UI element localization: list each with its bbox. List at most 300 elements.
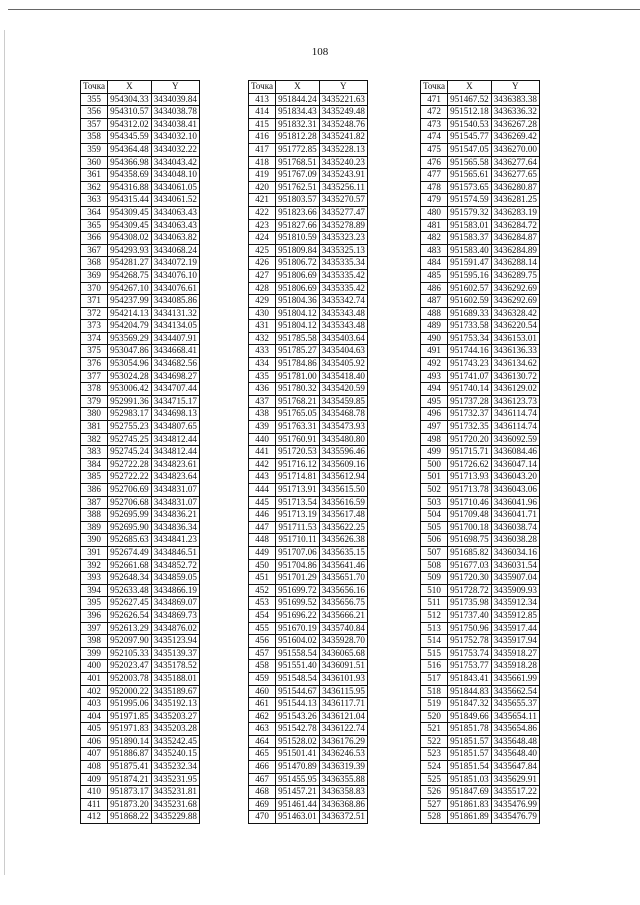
x-coordinate: 951714.81: [276, 471, 320, 484]
x-coordinate: 951558.54: [276, 647, 320, 660]
y-coordinate: 3436122.74: [319, 723, 367, 736]
point-number: 506: [421, 534, 448, 547]
y-coordinate: 3435342.74: [319, 295, 367, 308]
point-number: 477: [421, 169, 448, 182]
x-coordinate: 951670.19: [276, 622, 320, 635]
y-coordinate: 3435629.91: [491, 773, 539, 786]
y-coordinate: 3435907.04: [491, 572, 539, 585]
x-coordinate: 951804.12: [276, 307, 320, 320]
y-coordinate: 3434866.19: [151, 584, 199, 597]
table-row: [249, 773, 368, 786]
y-coordinate: 3436383.38: [491, 93, 539, 106]
table-row: [81, 93, 200, 106]
table-row: [249, 408, 368, 421]
y-coordinate: 3436292.69: [491, 282, 539, 295]
x-coordinate: 951827.66: [276, 219, 320, 232]
x-coordinate: 953569.29: [108, 332, 152, 345]
table-row: [249, 169, 368, 182]
x-coordinate: 951574.59: [448, 194, 492, 207]
header-y: Y: [151, 81, 199, 94]
x-coordinate: 951700.18: [448, 521, 492, 534]
x-coordinate: 951545.77: [448, 131, 492, 144]
table-row: [81, 761, 200, 774]
point-number: 496: [421, 408, 448, 421]
table-row: [421, 521, 540, 534]
x-coordinate: 951728.72: [448, 584, 492, 597]
table-header-row: [81, 81, 200, 94]
table-row: [249, 232, 368, 245]
table-row: [81, 106, 200, 119]
y-coordinate: 3436284.87: [491, 232, 539, 245]
x-coordinate: 951784.86: [276, 358, 320, 371]
y-coordinate: 3434131.32: [151, 307, 199, 320]
x-coordinate: 951804.36: [276, 295, 320, 308]
y-coordinate: 3434038.78: [151, 106, 199, 119]
y-coordinate: 3435635.15: [319, 546, 367, 559]
x-coordinate: 951512.18: [448, 106, 492, 119]
table-row: [81, 421, 200, 434]
point-number: 527: [421, 798, 448, 811]
table-row: [81, 433, 200, 446]
x-coordinate: 952105.33: [108, 647, 152, 660]
point-number: 520: [421, 710, 448, 723]
point-number: 473: [421, 118, 448, 131]
y-coordinate: 3436292.69: [491, 295, 539, 308]
x-coordinate: 951847.32: [448, 698, 492, 711]
x-coordinate: 951765.05: [276, 408, 320, 421]
y-coordinate: 3435912.85: [491, 609, 539, 622]
table-row: [81, 735, 200, 748]
point-number: 443: [249, 471, 276, 484]
table-row: [249, 534, 368, 547]
y-coordinate: 3435343.48: [319, 307, 367, 320]
point-number: 487: [421, 295, 448, 308]
point-number: 403: [81, 698, 108, 711]
x-coordinate: 952648.34: [108, 572, 152, 585]
table-row: [421, 798, 540, 811]
x-coordinate: 952755.23: [108, 421, 152, 434]
y-coordinate: 3434846.51: [151, 546, 199, 559]
table-row: [81, 660, 200, 673]
table-row: [421, 534, 540, 547]
y-coordinate: 3435480.80: [319, 433, 367, 446]
x-coordinate: 951713.78: [448, 484, 492, 497]
point-number: 379: [81, 395, 108, 408]
table-row: [81, 647, 200, 660]
x-coordinate: 951810.59: [276, 232, 320, 245]
point-number: 357: [81, 118, 108, 131]
table-row: [81, 584, 200, 597]
point-number: 416: [249, 131, 276, 144]
table-row: [249, 521, 368, 534]
x-coordinate: 951735.98: [448, 597, 492, 610]
y-coordinate: 3436246.53: [319, 748, 367, 761]
y-coordinate: 3435459.85: [319, 395, 367, 408]
x-coordinate: 951781.00: [276, 370, 320, 383]
y-coordinate: 3436121.04: [319, 710, 367, 723]
point-number: 481: [421, 219, 448, 232]
x-coordinate: 951565.58: [448, 156, 492, 169]
point-number: 513: [421, 622, 448, 635]
x-coordinate: 951583.40: [448, 244, 492, 257]
y-coordinate: 3435335.42: [319, 269, 367, 282]
x-coordinate: 951543.26: [276, 710, 320, 723]
x-coordinate: 954366.98: [108, 156, 152, 169]
table-row: [249, 647, 368, 660]
table-row: [81, 534, 200, 547]
table-row: [249, 219, 368, 232]
x-coordinate: 951713.19: [276, 509, 320, 522]
x-coordinate: 954309.45: [108, 219, 152, 232]
y-coordinate: 3436288.14: [491, 257, 539, 270]
y-coordinate: 3436283.19: [491, 206, 539, 219]
point-number: 467: [249, 773, 276, 786]
table-row: [81, 395, 200, 408]
x-coordinate: 952722.28: [108, 458, 152, 471]
y-coordinate: 3436091.51: [319, 660, 367, 673]
x-coordinate: 951716.12: [276, 458, 320, 471]
table-row: [421, 156, 540, 169]
y-coordinate: 3436284.89: [491, 244, 539, 257]
x-coordinate: 952023.47: [108, 660, 152, 673]
table-row: [81, 206, 200, 219]
y-coordinate: 3434032.10: [151, 131, 199, 144]
y-coordinate: 3435647.84: [491, 761, 539, 774]
table-row: [249, 93, 368, 106]
table-row: [249, 206, 368, 219]
x-coordinate: 954364.48: [108, 143, 152, 156]
table-row: [249, 257, 368, 270]
y-coordinate: 3435476.79: [491, 811, 539, 824]
x-coordinate: 954214.13: [108, 307, 152, 320]
y-coordinate: 3436043.20: [491, 471, 539, 484]
y-coordinate: 3436114.74: [491, 421, 539, 434]
x-coordinate: 951806.69: [276, 282, 320, 295]
point-number: 451: [249, 572, 276, 585]
point-number: 398: [81, 635, 108, 648]
y-coordinate: 3436319.39: [319, 761, 367, 774]
point-number: 470: [249, 811, 276, 824]
point-number: 498: [421, 433, 448, 446]
x-coordinate: 951753.74: [448, 647, 492, 660]
point-number: 363: [81, 194, 108, 207]
table-row: [81, 219, 200, 232]
table-row: [81, 484, 200, 497]
table-row: [421, 194, 540, 207]
table-row: [421, 257, 540, 270]
y-coordinate: 3435918.28: [491, 660, 539, 673]
header-y: Y: [491, 81, 539, 94]
y-coordinate: 3435655.37: [491, 698, 539, 711]
y-coordinate: 3435928.70: [319, 635, 367, 648]
table-row: [421, 307, 540, 320]
point-number: 439: [249, 421, 276, 434]
x-coordinate: 951732.35: [448, 421, 492, 434]
table-row: [249, 269, 368, 282]
y-coordinate: 3435188.01: [151, 672, 199, 685]
point-number: 493: [421, 370, 448, 383]
point-number: 427: [249, 269, 276, 282]
y-coordinate: 3435656.16: [319, 584, 367, 597]
table-row: [81, 370, 200, 383]
x-coordinate: 954204.79: [108, 320, 152, 333]
point-number: 429: [249, 295, 276, 308]
table-row: [81, 685, 200, 698]
x-coordinate: 951704.86: [276, 559, 320, 572]
y-coordinate: 3435248.76: [319, 118, 367, 131]
table-row: [249, 282, 368, 295]
y-coordinate: 3434063.82: [151, 232, 199, 245]
point-number: 515: [421, 647, 448, 660]
y-coordinate: 3434852.72: [151, 559, 199, 572]
x-coordinate: 951720.30: [448, 572, 492, 585]
point-number: 471: [421, 93, 448, 106]
table-row: [81, 635, 200, 648]
point-number: 399: [81, 647, 108, 660]
table-row: [81, 332, 200, 345]
table-row: [249, 332, 368, 345]
point-number: 501: [421, 471, 448, 484]
point-number: 476: [421, 156, 448, 169]
x-coordinate: 951832.31: [276, 118, 320, 131]
point-number: 360: [81, 156, 108, 169]
y-coordinate: 3435476.99: [491, 798, 539, 811]
table-row: [421, 471, 540, 484]
x-coordinate: 951737.28: [448, 395, 492, 408]
y-coordinate: 3435917.44: [491, 622, 539, 635]
y-coordinate: 3434068.24: [151, 244, 199, 257]
table-row: [421, 169, 540, 182]
x-coordinate: 951455.95: [276, 773, 320, 786]
table-row: [81, 169, 200, 182]
table-row: [81, 295, 200, 308]
y-coordinate: 3435123.94: [151, 635, 199, 648]
x-coordinate: 952745.24: [108, 446, 152, 459]
table-row: [249, 433, 368, 446]
point-number: 380: [81, 408, 108, 421]
y-coordinate: 3435405.92: [319, 358, 367, 371]
x-coordinate: 951542.78: [276, 723, 320, 736]
table-row: [421, 584, 540, 597]
table-row: [249, 798, 368, 811]
table-row: [249, 156, 368, 169]
x-coordinate: 951873.17: [108, 786, 152, 799]
x-coordinate: 951457.21: [276, 786, 320, 799]
point-number: 419: [249, 169, 276, 182]
table-row: [421, 244, 540, 257]
x-coordinate: 954308.02: [108, 232, 152, 245]
table-row: [249, 723, 368, 736]
table-row: [81, 320, 200, 333]
table-row: [249, 609, 368, 622]
point-number: 528: [421, 811, 448, 824]
point-number: 448: [249, 534, 276, 547]
x-coordinate: 951844.24: [276, 93, 320, 106]
y-coordinate: 3434836.21: [151, 509, 199, 522]
table-row: [249, 143, 368, 156]
x-coordinate: 951868.22: [108, 811, 152, 824]
x-coordinate: 951834.43: [276, 106, 320, 119]
table-row: [81, 672, 200, 685]
y-coordinate: 3435232.34: [151, 761, 199, 774]
x-coordinate: 952983.17: [108, 408, 152, 421]
y-coordinate: 3434407.91: [151, 332, 199, 345]
table-row: [81, 559, 200, 572]
table-row: [421, 622, 540, 635]
point-number: 413: [249, 93, 276, 106]
x-coordinate: 951804.12: [276, 320, 320, 333]
x-coordinate: 951785.27: [276, 345, 320, 358]
x-coordinate: 954267.10: [108, 282, 152, 295]
table-row: [81, 118, 200, 131]
table-row: [81, 307, 200, 320]
table-row: [249, 559, 368, 572]
table-row: [421, 433, 540, 446]
point-number: 420: [249, 181, 276, 194]
x-coordinate: 951711.53: [276, 521, 320, 534]
x-coordinate: 951709.48: [448, 509, 492, 522]
point-number: 393: [81, 572, 108, 585]
point-number: 425: [249, 244, 276, 257]
table-row: [249, 685, 368, 698]
point-number: 423: [249, 219, 276, 232]
y-coordinate: 3436041.71: [491, 509, 539, 522]
table-row: [421, 345, 540, 358]
table-row: [249, 307, 368, 320]
x-coordinate: 951715.71: [448, 446, 492, 459]
point-number: 385: [81, 471, 108, 484]
table-row: [81, 773, 200, 786]
x-coordinate: 951713.93: [448, 471, 492, 484]
x-coordinate: 951768.51: [276, 156, 320, 169]
table-row: [249, 672, 368, 685]
table-row: [421, 370, 540, 383]
table-row: [81, 710, 200, 723]
point-number: 510: [421, 584, 448, 597]
x-coordinate: 951971.83: [108, 723, 152, 736]
table-row: [421, 421, 540, 434]
point-number: 525: [421, 773, 448, 786]
table-row: [421, 786, 540, 799]
y-coordinate: 3434869.07: [151, 597, 199, 610]
x-coordinate: 951971.85: [108, 710, 152, 723]
x-coordinate: 954281.27: [108, 257, 152, 270]
point-number: 469: [249, 798, 276, 811]
point-number: 454: [249, 609, 276, 622]
y-coordinate: 3435256.11: [319, 181, 367, 194]
x-coordinate: 952633.48: [108, 584, 152, 597]
table-row: [81, 471, 200, 484]
point-number: 359: [81, 143, 108, 156]
point-number: 460: [249, 685, 276, 698]
y-coordinate: 3435661.99: [491, 672, 539, 685]
x-coordinate: 951547.05: [448, 143, 492, 156]
point-number: 478: [421, 181, 448, 194]
x-coordinate: 951540.53: [448, 118, 492, 131]
y-coordinate: 3436153.01: [491, 332, 539, 345]
y-coordinate: 3434063.43: [151, 206, 199, 219]
y-coordinate: 3436038.28: [491, 534, 539, 547]
x-coordinate: 951768.21: [276, 395, 320, 408]
table-row: [421, 219, 540, 232]
point-number: 366: [81, 232, 108, 245]
x-coordinate: 951713.54: [276, 496, 320, 509]
x-coordinate: 951602.57: [448, 282, 492, 295]
y-coordinate: 3436136.33: [491, 345, 539, 358]
y-coordinate: 3435178.52: [151, 660, 199, 673]
x-coordinate: 952097.90: [108, 635, 152, 648]
y-coordinate: 3435335.42: [319, 282, 367, 295]
table-row: [81, 572, 200, 585]
x-coordinate: 951849.66: [448, 710, 492, 723]
table-row: [249, 622, 368, 635]
x-coordinate: 951463.01: [276, 811, 320, 824]
x-coordinate: 951501.41: [276, 748, 320, 761]
y-coordinate: 3435229.88: [151, 811, 199, 824]
y-coordinate: 3435626.38: [319, 534, 367, 547]
y-coordinate: 3436047.14: [491, 458, 539, 471]
y-coordinate: 3435231.68: [151, 798, 199, 811]
x-coordinate: 951699.72: [276, 584, 320, 597]
x-coordinate: 951767.09: [276, 169, 320, 182]
point-number: 365: [81, 219, 108, 232]
table-row: [249, 446, 368, 459]
point-number: 440: [249, 433, 276, 446]
table-header-row: [249, 81, 368, 94]
point-number: 364: [81, 206, 108, 219]
x-coordinate: 951677.03: [448, 559, 492, 572]
x-coordinate: 951689.33: [448, 307, 492, 320]
point-number: 375: [81, 345, 108, 358]
x-coordinate: 954237.99: [108, 295, 152, 308]
x-coordinate: 951544.67: [276, 685, 320, 698]
y-coordinate: 3436114.74: [491, 408, 539, 421]
y-coordinate: 3436038.74: [491, 521, 539, 534]
table-row: [81, 521, 200, 534]
y-coordinate: 3436065.68: [319, 647, 367, 660]
point-number: 497: [421, 421, 448, 434]
y-coordinate: 3435270.57: [319, 194, 367, 207]
x-coordinate: 951851.03: [448, 773, 492, 786]
x-coordinate: 951710.46: [448, 496, 492, 509]
y-coordinate: 3436123.73: [491, 395, 539, 408]
table-row: [249, 710, 368, 723]
point-number: 436: [249, 383, 276, 396]
header-x: X: [108, 81, 152, 94]
y-coordinate: 3434841.23: [151, 534, 199, 547]
top-rule: [8, 9, 640, 10]
table-row: [421, 672, 540, 685]
y-coordinate: 3434061.05: [151, 181, 199, 194]
point-number: 367: [81, 244, 108, 257]
y-coordinate: 3435221.63: [319, 93, 367, 106]
x-coordinate: 951740.14: [448, 383, 492, 396]
point-number: 390: [81, 534, 108, 547]
point-number: 426: [249, 257, 276, 270]
header-x: X: [276, 81, 320, 94]
table-row: [421, 546, 540, 559]
x-coordinate: 951720.53: [276, 446, 320, 459]
point-number: 421: [249, 194, 276, 207]
x-coordinate: 951851.78: [448, 723, 492, 736]
point-number: 378: [81, 383, 108, 396]
table-row: [81, 458, 200, 471]
x-coordinate: 952706.69: [108, 484, 152, 497]
point-number: 410: [81, 786, 108, 799]
y-coordinate: 3436176.29: [319, 735, 367, 748]
point-number: 514: [421, 635, 448, 648]
table-row: [249, 509, 368, 522]
